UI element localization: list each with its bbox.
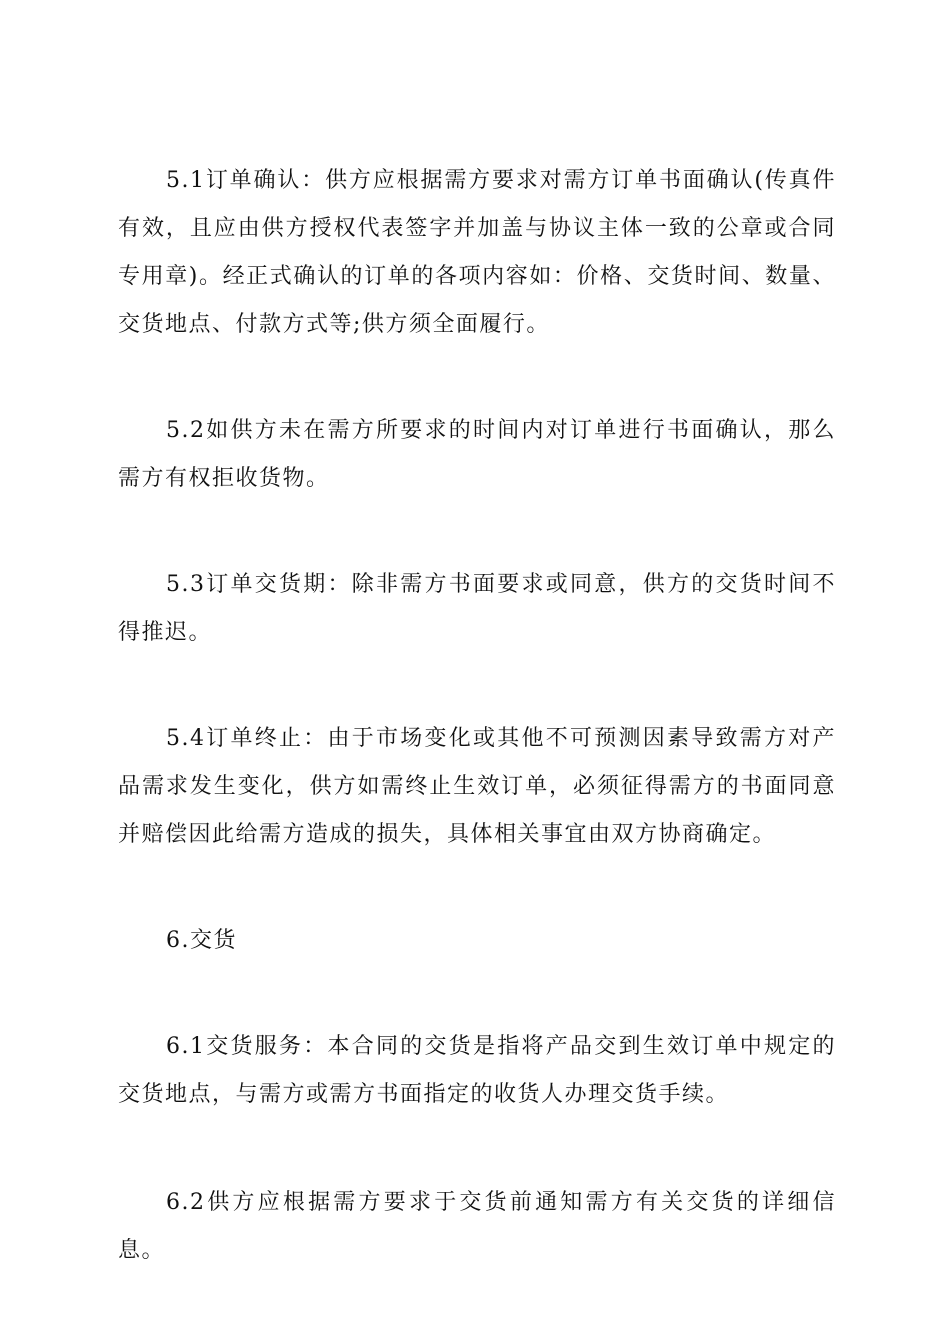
section-heading-6: 6.交货 (166, 928, 237, 953)
paragraph-6-2: 6.2供方应根据需方要求于交货前通知需方有关交货的详细信息。 (118, 1190, 836, 1263)
paragraph-5-1: 5.1订单确认：供方应根据需方要求对需方订单书面确认(传真件有效，且应由供方授权代表签字并加盖与协议主体一致的公章或合同专用章)。经正式确认的订单的各项内容如：价格、交货时间、数量、交货地点、付款方式等;供方须全面履行。 (118, 168, 836, 337)
document-body (118, 157, 836, 1275)
paragraph-5-3: 5.3订单交货期：除非需方书面要求或同意，供方的交货时间不得推迟。 (118, 572, 836, 645)
paragraph-5-4: 5.4订单终止：由于市场变化或其他不可预测因素导致需方对产品需求发生变化，供方如需终止生效订单，必须征得需方的书面同意并赔偿因此给需方造成的损失，具体相关事宜由双方协商确定。 (118, 726, 836, 847)
paragraph-5-2: 5.2如供方未在需方所要求的时间内对订单进行书面确认，那么需方有权拒收货物。 (118, 418, 836, 491)
paragraph-6-1: 6.1交货服务：本合同的交货是指将产品交到生效订单中规定的交货地点，与需方或需方书面指定的收货人办理交货手续。 (118, 1034, 836, 1107)
